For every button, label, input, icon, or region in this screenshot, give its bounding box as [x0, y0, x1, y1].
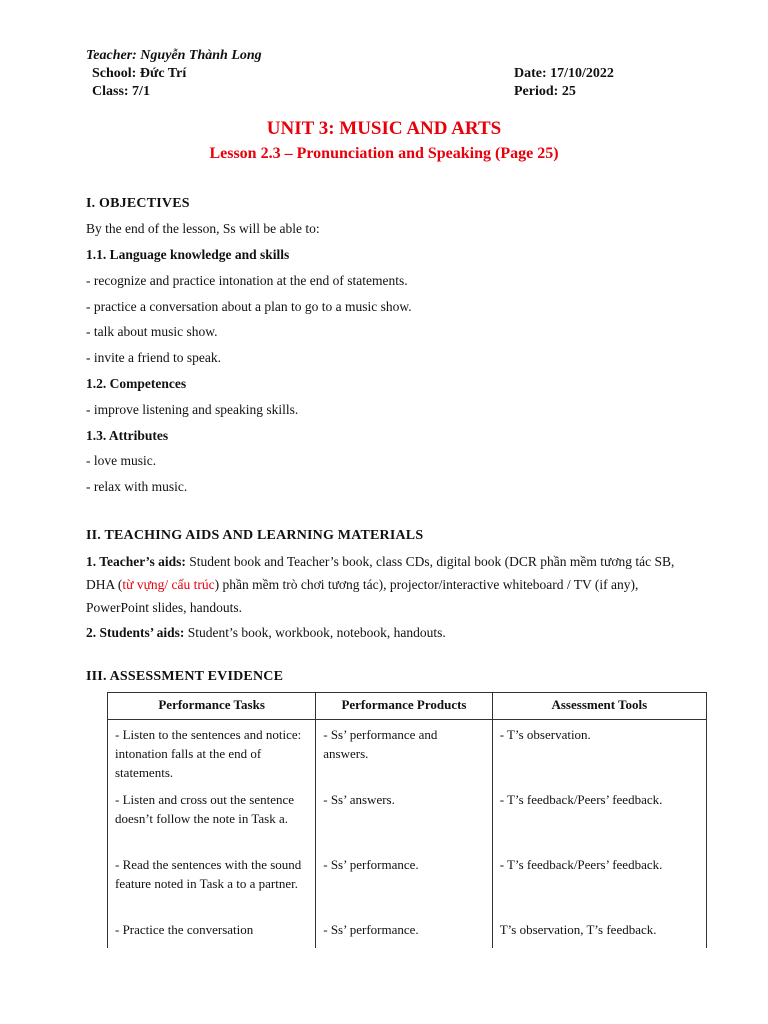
table-row: [108, 915, 707, 948]
assessment-table: [107, 692, 707, 948]
assessment-heading: III. ASSESSMENT EVIDENCE: [86, 669, 284, 684]
table-row: [108, 720, 707, 786]
tool-cell: T’s observation, T’s feedback.: [492, 915, 706, 948]
teacher-aids-text-cont: ) phần mềm trò chơi tương tác), projector/interactive whiteboard / TV (if any), PowerPoint slides, handouts.: [86, 577, 639, 615]
aids-heading: II. TEACHING AIDS AND LEARNING MATERIALS: [86, 528, 424, 543]
teacher-name: Teacher: Nguyễn Thành Long: [86, 48, 262, 63]
lesson-date: Date: 17/10/2022: [514, 66, 614, 81]
teacher-aids-highlight: từ vựng/ cấu trúc: [122, 577, 215, 592]
objectives-intro: By the end of the lesson, Ss will be able to:: [86, 221, 320, 236]
student-aids-label: 2. Students’ aids:: [86, 625, 185, 640]
teacher-aids-label: 1. Teacher’s aids:: [86, 554, 186, 569]
teacher-aids-paragraph: [86, 550, 702, 619]
lesson-period: Period: 25: [514, 84, 576, 99]
knowledge-item: - invite a friend to speak.: [86, 350, 221, 365]
knowledge-heading: 1.1. Language knowledge and skills: [86, 247, 290, 262]
competences-heading: 1.2. Competences: [86, 376, 187, 391]
tool-cell: - T’s feedback/Peers’ feedback.: [492, 850, 706, 915]
product-cell: - Ss’ performance.: [316, 915, 492, 948]
competences-item: - improve listening and speaking skills.: [86, 402, 299, 417]
column-header: Assessment Tools: [492, 693, 706, 720]
knowledge-item: - practice a conversation about a plan to go to a music show.: [86, 299, 412, 314]
school-name: School: Đức Trí: [92, 66, 187, 81]
table-row: [108, 850, 707, 915]
lesson-title: Lesson 2.3 – Pronunciation and Speaking (Page 25): [209, 145, 559, 162]
product-cell: - Ss’ performance.: [316, 850, 492, 915]
student-aids-paragraph: [86, 621, 702, 644]
attributes-item: - love music.: [86, 453, 157, 468]
teacher-aids-text: Student book and Teacher’s book, class CDs, digital book (DCR phần mềm tương tác SB, DHA (: [86, 554, 675, 592]
task-cell: - Read the sentences with the sound feature noted in Task a to a partner.: [108, 850, 316, 915]
product-cell: - Ss’ answers.: [316, 785, 492, 850]
column-header: Performance Tasks: [108, 693, 316, 720]
table-header-row: [108, 693, 707, 720]
task-cell: - Practice the conversation: [108, 915, 316, 948]
attributes-heading: 1.3. Attributes: [86, 428, 169, 443]
table-row: [108, 785, 707, 850]
product-cell: - Ss’ performance and answers.: [316, 720, 492, 786]
task-cell: - Listen to the sentences and notice: intonation falls at the end of statements.: [108, 720, 316, 786]
tool-cell: - T’s observation.: [492, 720, 706, 786]
column-header: Performance Products: [316, 693, 492, 720]
tool-cell: - T’s feedback/Peers’ feedback.: [492, 785, 706, 850]
knowledge-item: - recognize and practice intonation at the end of statements.: [86, 273, 408, 288]
student-aids-text: Student’s book, workbook, notebook, handouts.: [184, 625, 446, 640]
task-cell: - Listen and cross out the sentence doesn’t follow the note in Task a.: [108, 785, 316, 850]
unit-title: UNIT 3: MUSIC AND ARTS: [266, 118, 502, 139]
class-name: Class: 7/1: [92, 84, 150, 99]
knowledge-item: - talk about music show.: [86, 324, 218, 339]
objectives-heading: I. OBJECTIVES: [86, 196, 190, 211]
attributes-item: - relax with music.: [86, 479, 188, 494]
